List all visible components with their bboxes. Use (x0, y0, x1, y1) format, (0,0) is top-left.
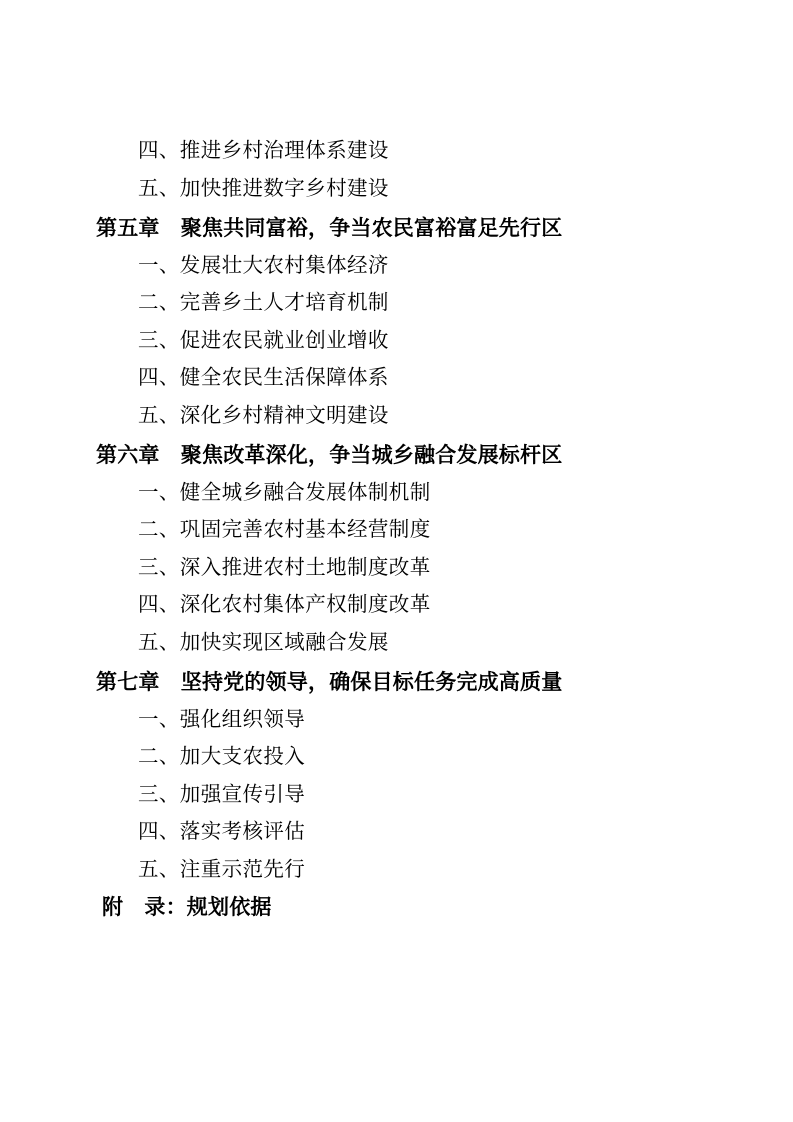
toc-sub-entry[interactable]: 四、推进乡村治理体系建设 (138, 138, 389, 162)
toc-chapter-entry[interactable]: 第六章 聚焦改革深化，争当城乡融合发展标杆区 (96, 442, 563, 467)
table-of-contents (96, 132, 697, 926)
toc-sub-entry[interactable]: 五、加快实现区域融合发展 (138, 629, 389, 654)
toc-sub-entry[interactable]: 二、加大支农投入 (138, 744, 306, 768)
toc-sub-entry[interactable]: 五、深化乡村精神文明建设 (138, 402, 389, 427)
toc-sub-entry[interactable]: 一、强化组织领导 (138, 706, 306, 731)
toc-sub-entry[interactable]: 五、加快推进数字乡村建设 (138, 175, 389, 200)
toc-sub-entry[interactable]: 四、落实考核评估 (138, 819, 306, 843)
toc-sub-entry[interactable]: 二、巩固完善农村基本经营制度 (138, 517, 431, 541)
toc-sub-entry[interactable]: 三、促进农民就业创业增收 (138, 327, 389, 352)
toc-sub-entry[interactable]: 三、加强宣传引导 (138, 781, 306, 806)
toc-sub-entry[interactable]: 四、健全农民生活保障体系 (138, 365, 389, 389)
toc-sub-entry[interactable]: 二、完善乡土人才培育机制 (138, 290, 389, 314)
toc-sub-entry[interactable]: 四、深化农村集体产权制度改革 (138, 592, 431, 616)
toc-sub-entry[interactable]: 一、发展壮大农村集体经济 (138, 252, 389, 277)
toc-chapter-entry[interactable]: 第七章 坚持党的领导，确保目标任务完成高质量 (96, 669, 563, 694)
toc-sub-entry[interactable]: 三、深入推进农村土地制度改革 (138, 554, 431, 579)
toc-sub-entry[interactable]: 一、健全城乡融合发展体制机制 (138, 479, 431, 504)
toc-sub-entry[interactable]: 五、注重示范先行 (138, 856, 306, 881)
toc-chapter-entry[interactable]: 第五章 聚焦共同富裕，争当农民富裕富足先行区 (96, 215, 563, 240)
toc-appendix-entry[interactable]: 附 录：规划依据 (102, 894, 272, 919)
